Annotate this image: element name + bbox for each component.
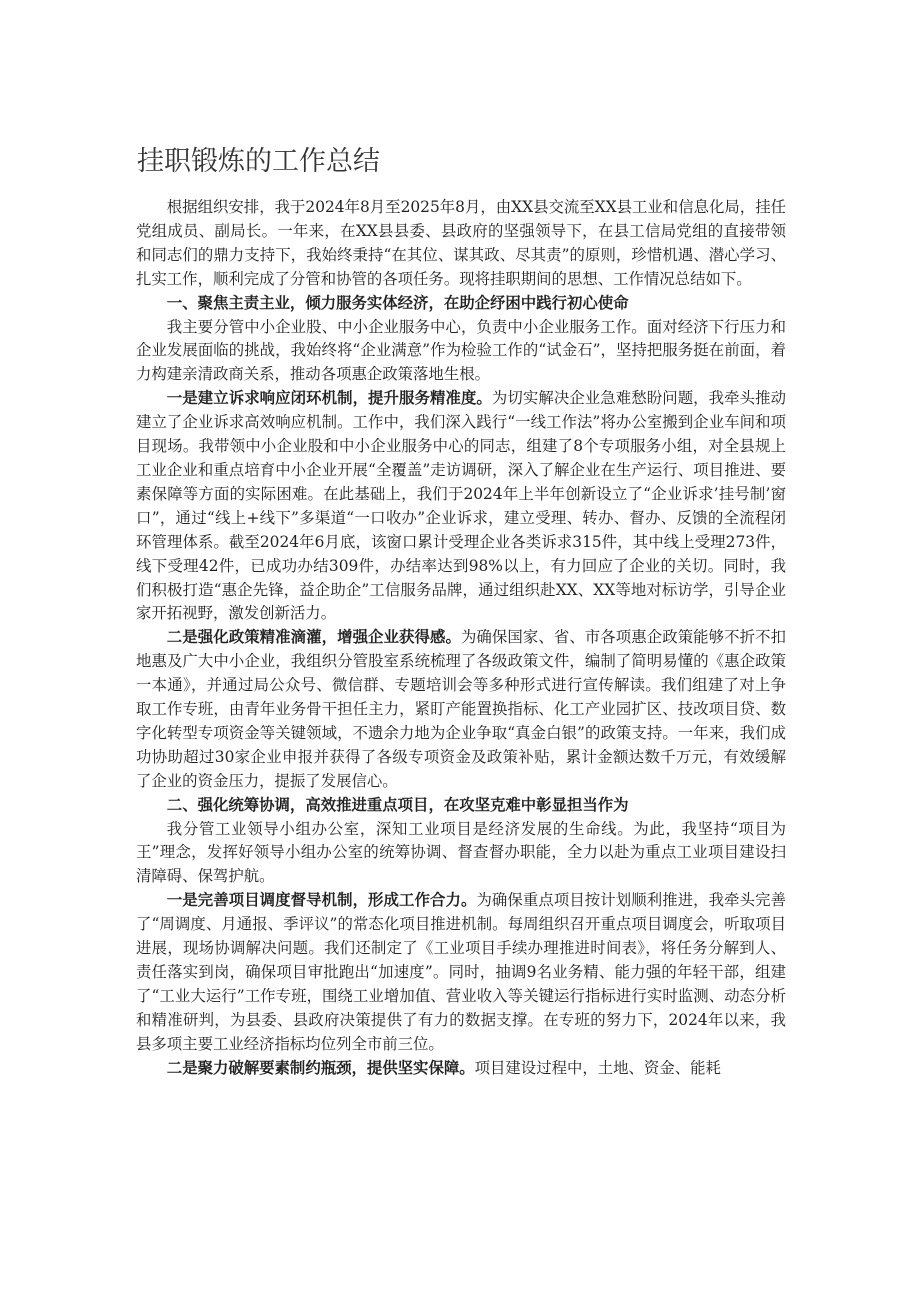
paragraph-text: 我分管工业领导小组办公室，深知工业项目是经济发展的生命线。为此，我坚持“项目为王”理念，发挥好领导小组办公室的统筹协调、督查督办职能，全力以赴为重点工业项目建设扫清障碍、保驾护航。 (136, 819, 786, 886)
paragraph-section2-intro (136, 818, 786, 890)
paragraph-text: 为确保重点项目按计划顺利推进，我牵头完善了“周调度、月通报、季评议”的常态化项目推进机制。每周组织召开重点项目调度会，听取项目进展，现场协调解决问题。我们还制定了《工业项目手续办理推进时间表》，将任务分解到人、责任落实到岗，确保项目审批跑出“加速度”。同时，抽调9名业务精、能力强的年轻干部，组建了“工业大运行”工作专班，围绕工业增加值、营业收入等关键运行指标进行实时监测、动态分析和精准研判，为县委、县政府决策提供了有力的数据支撑。在专班的努力下，2024年以来，我县多项主要工业经济指标均位列全市前三位。 (136, 891, 786, 1053)
paragraph-section2-point1 (136, 889, 786, 1056)
paragraph-text: 为确保国家、省、市各项惠企政策能够不折不扣地惠及广大中小企业，我组织分管股室系统梳理了各级政策文件，编制了简明易懂的《惠企政策一本通》，并通过局公众号、微信群、专题培训会等多种形式进行宣传解读。我们组建了对上争取工作专班，由青年业务骨干担任主力，紧盯产能置换指标、化工产业园扩区、技改项目贷、数字化转型专项资金等关键领域，不遗余力地为企业争取“真金白银”的政策支持。一年来，我们成功协助超过30家企业申报并获得了各级专项资金及政策补贴，累计金额达数千万元，有效缓解了企业的资金压力，提振了发展信心。 (136, 628, 786, 790)
paragraph-lead: 一是完善项目调度督导机制，形成工作合力。 (166, 891, 477, 910)
paragraph-lead: 二是强化政策精准滴灌，增强企业获得感。 (166, 628, 461, 647)
section-heading-text: 二、强化统筹协调，高效推进重点项目，在攻坚克难中彰显担当作为 (166, 795, 629, 814)
paragraph-intro (136, 196, 786, 292)
section-heading-text: 一、聚焦主责主业，倾力服务实体经济，在助企纾困中践行初心使命 (166, 293, 629, 312)
section-heading-1 (136, 292, 786, 316)
paragraph-text: 根据组织安排，我于2024年8月至2025年8月，由XX县交流至XX县工业和信息化局，挂任党组成员、副局长。一年来，在XX县县委、县政府的坚强领导下，在县工信局党组的直接带领和同志们的鼎力支持下，我始终秉持“在其位、谋其政、尽其责”的原则，珍惜机遇、潜心学习、扎实工作，顺利完成了分管和协管的各项任务。现将挂职期间的思想、工作情况总结如下。 (136, 198, 786, 288)
paragraph-lead: 二是聚力破解要素制约瓶颈，提供坚实保障。 (166, 1058, 475, 1077)
paragraph-text: 项目建设过程中，土地、资金、能耗 (474, 1058, 721, 1077)
paragraph-section1-point2 (136, 626, 786, 793)
paragraph-text: 为切实解决企业急难愁盼问题，我牵头推动建立了企业诉求高效响应机制。工作中，我们深入践行“一线工作法”将办公室搬到企业车间和项目现场。我带领中小企业股和中小企业服务中心的同志，组建了8个专项服务小组，对全县规上工业企业和重点培育中小企业开展“全覆盖”走访调研，深入了解企业在生产运行、项目推进、要素保障等方面的实际困难。在此基础上，我们于2024年上半年创新设立了“企业诉求’挂号制’窗口”，通过“线上+线下”多渠道“一口收办”企业诉求，建立受理、转办、督办、反馈的全流程闭环管理体系。截至2024年6月底，该窗口累计受理企业各类诉求315件，其中线上受理273件，线下受理42件，已成功办结309件，办结率达到98%以上，有力回应了企业的关切。同时，我们积极打造“惠企先锋，益企助企”工信服务品牌，通过组织赴XX、XX等地对标访学，引导企业家开拓视野，激发创新活力。 (136, 389, 786, 623)
paragraph-section1-point1 (136, 387, 786, 626)
paragraph-section2-point2 (136, 1057, 786, 1081)
page-title: 挂职锻炼的工作总结 (137, 146, 380, 177)
document-body (136, 196, 786, 1081)
paragraph-section1-intro (136, 316, 786, 388)
section-heading-2 (136, 794, 786, 818)
paragraph-lead: 一是建立诉求响应闭环机制，提升服务精准度。 (166, 389, 492, 408)
paragraph-text: 我主要分管中小企业股、中小企业服务中心，负责中小企业服务工作。面对经济下行压力和企业发展面临的挑战，我始终将“企业满意”作为检验工作的“试金石”，坚持把服务挺在前面，着力构建亲清政商关系，推动各项惠企政策落地生根。 (136, 317, 786, 384)
